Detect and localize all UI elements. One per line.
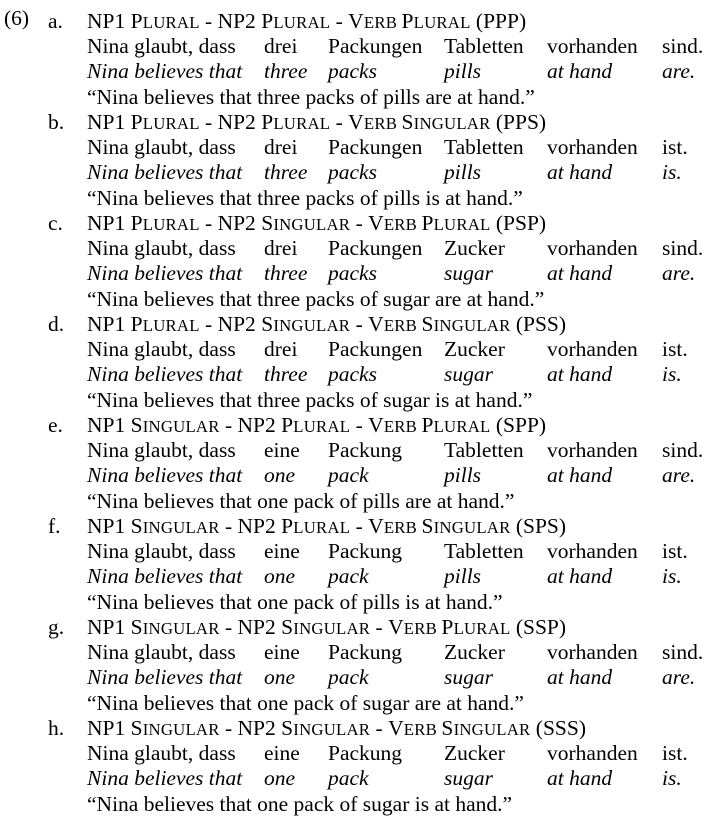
np2-number: PLURAL (261, 9, 331, 33)
condition-code: (PSS) (510, 312, 567, 336)
example-number: (6) (4, 6, 30, 30)
gloss-word: at hand (547, 59, 613, 83)
condition-header (87, 109, 546, 137)
translation: “Nina believes that one pack of sugar is at hand.” (87, 792, 513, 816)
condition-header (87, 8, 526, 36)
condition-header (87, 311, 566, 339)
np1-label: NP1 (87, 716, 131, 740)
gloss-word: Packungen (328, 135, 423, 159)
gloss-word: Nina glaubt, dass (87, 236, 236, 260)
gloss-word: one (264, 766, 296, 790)
np2-number: PLURAL (281, 514, 351, 538)
separator: - (370, 615, 389, 639)
gloss-word: Packung (328, 741, 403, 765)
gloss-word: Nina believes that (87, 766, 243, 790)
gloss-word: vorhanden (547, 236, 638, 260)
condition-code: (PSP) (490, 211, 547, 235)
verb-number: SINGULAR (421, 312, 511, 336)
verb-label: VERB (368, 514, 418, 538)
separator: - (350, 312, 369, 336)
condition-code: (SSP) (510, 615, 567, 639)
np2-label: NP2 (237, 413, 282, 437)
translation: “Nina believes that three packs of sugar is at hand.” (87, 388, 533, 412)
gloss-word: are. (662, 59, 696, 83)
gloss-word: is. (662, 766, 682, 790)
gloss-word: are. (662, 463, 696, 487)
separator: - (219, 716, 238, 740)
separator: - (199, 110, 218, 134)
gloss-word: Tabletten (444, 539, 524, 563)
gloss-word: sugar (444, 665, 493, 689)
verb-label: VERB (368, 211, 418, 235)
verb-number: SINGULAR (421, 514, 511, 538)
item-letter: e. (48, 413, 63, 437)
gloss-word: one (264, 564, 296, 588)
verb-number: PLURAL (441, 615, 511, 639)
verb-label: VERB (388, 615, 437, 639)
gloss-word: one (264, 463, 296, 487)
gloss-word: Packungen (328, 34, 423, 58)
gloss-word: are. (662, 665, 696, 689)
condition-code: (PPS) (490, 110, 547, 134)
condition-code: (SSS) (530, 716, 586, 740)
gloss-word: Nina glaubt, dass (87, 741, 236, 765)
np1-label: NP1 (87, 514, 131, 538)
np1-number: PLURAL (130, 312, 200, 336)
gloss-word: is. (662, 564, 682, 588)
np2-label: NP2 (217, 312, 262, 336)
gloss-word: Zucker (444, 236, 505, 260)
gloss-word: eine (264, 539, 300, 563)
item-letter: h. (48, 716, 65, 740)
np1-number: SINGULAR (130, 716, 220, 740)
np2-number: PLURAL (261, 110, 331, 134)
separator: - (219, 514, 238, 538)
np1-number: PLURAL (130, 110, 200, 134)
gloss-word: Packung (328, 539, 403, 563)
gloss-word: pack (328, 665, 369, 689)
gloss-word: pack (328, 463, 369, 487)
condition-code: (SPP) (490, 413, 547, 437)
verb-label: VERB (348, 110, 398, 134)
condition-header (87, 210, 546, 238)
gloss-word: drei (264, 34, 298, 58)
gloss-word: Tabletten (444, 438, 524, 462)
example-item (0, 513, 710, 614)
gloss-word: drei (264, 236, 298, 260)
gloss-word: Tabletten (444, 135, 524, 159)
gloss-word: vorhanden (547, 135, 638, 159)
gloss-word: at hand (547, 564, 613, 588)
gloss-word: Zucker (444, 741, 505, 765)
gloss-word: Nina believes that (87, 59, 243, 83)
verb-number: SINGULAR (401, 110, 491, 134)
translation: “Nina believes that three packs of pills is at hand.” (87, 186, 523, 210)
gloss-word: pack (328, 564, 369, 588)
gloss-word: three (264, 59, 308, 83)
gloss-word: ist. (662, 337, 688, 361)
gloss-word: Zucker (444, 640, 505, 664)
gloss-word: Packung (328, 640, 403, 664)
gloss-word: at hand (547, 463, 613, 487)
condition-code: (SPS) (510, 514, 567, 538)
gloss-word: Nina glaubt, dass (87, 135, 236, 159)
gloss-word: drei (264, 135, 298, 159)
gloss-word: is. (662, 160, 682, 184)
np1-number: SINGULAR (130, 413, 220, 437)
verb-number: PLURAL (421, 211, 491, 235)
gloss-word: at hand (547, 362, 613, 386)
np2-number: SINGULAR (261, 312, 351, 336)
verb-number: SINGULAR (441, 716, 531, 740)
gloss-word: Nina glaubt, dass (87, 337, 236, 361)
separator: - (199, 9, 218, 33)
gloss-word: vorhanden (547, 741, 638, 765)
gloss-word: pills (444, 463, 482, 487)
verb-label: VERB (368, 413, 418, 437)
gloss-word: vorhanden (547, 539, 638, 563)
gloss-word: three (264, 160, 308, 184)
gloss-word: vorhanden (547, 438, 638, 462)
np2-label: NP2 (237, 514, 282, 538)
condition-header (87, 513, 566, 541)
gloss-word: sind. (662, 34, 704, 58)
translation: “Nina believes that one pack of pills are at hand.” (87, 489, 515, 513)
gloss-word: ist. (662, 135, 688, 159)
np1-label: NP1 (87, 9, 131, 33)
gloss-word: Nina believes that (87, 160, 243, 184)
gloss-word: one (264, 665, 296, 689)
translation: “Nina believes that one pack of pills is at hand.” (87, 590, 503, 614)
np2-number: SINGULAR (281, 716, 371, 740)
separator: - (370, 716, 389, 740)
gloss-word: Nina believes that (87, 665, 243, 689)
gloss-word: at hand (547, 766, 613, 790)
gloss-word: Packungen (328, 337, 423, 361)
gloss-word: at hand (547, 665, 613, 689)
gloss-word: pills (444, 59, 482, 83)
np1-label: NP1 (87, 211, 131, 235)
gloss-word: ist. (662, 741, 688, 765)
gloss-word: packs (328, 59, 377, 83)
separator: - (330, 110, 349, 134)
condition-code: (PPP) (470, 9, 527, 33)
translation: “Nina believes that three packs of pills are at hand.” (87, 85, 535, 109)
gloss-word: eine (264, 438, 300, 462)
translation: “Nina believes that three packs of sugar are at hand.” (87, 287, 545, 311)
gloss-word: Nina believes that (87, 564, 243, 588)
example-item (0, 8, 710, 109)
np2-label: NP2 (217, 211, 262, 235)
item-letter: f. (48, 514, 61, 538)
example-item (0, 715, 710, 816)
separator: - (350, 413, 369, 437)
np1-number: SINGULAR (130, 514, 220, 538)
verb-label: VERB (388, 716, 437, 740)
verb-number: PLURAL (421, 413, 491, 437)
gloss-word: vorhanden (547, 337, 638, 361)
np2-label: NP2 (237, 615, 282, 639)
gloss-word: sugar (444, 766, 493, 790)
gloss-word: Nina glaubt, dass (87, 34, 236, 58)
np2-number: SINGULAR (281, 615, 371, 639)
item-letter: c. (48, 211, 63, 235)
gloss-word: sind. (662, 640, 704, 664)
gloss-word: pills (444, 564, 482, 588)
np2-label: NP2 (217, 110, 262, 134)
separator: - (219, 413, 238, 437)
np1-label: NP1 (87, 413, 131, 437)
gloss-word: vorhanden (547, 34, 638, 58)
np1-number: PLURAL (130, 9, 200, 33)
np2-label: NP2 (237, 716, 282, 740)
gloss-word: pills (444, 160, 482, 184)
gloss-word: Packungen (328, 236, 423, 260)
condition-header (87, 614, 566, 642)
gloss-word: at hand (547, 160, 613, 184)
item-letter: a. (48, 9, 63, 33)
separator: - (199, 312, 218, 336)
gloss-word: sind. (662, 438, 704, 462)
gloss-word: Packung (328, 438, 403, 462)
gloss-word: sugar (444, 362, 493, 386)
gloss-word: eine (264, 640, 300, 664)
separator: - (219, 615, 238, 639)
gloss-word: Nina believes that (87, 362, 243, 386)
gloss-word: Nina glaubt, dass (87, 640, 236, 664)
np2-number: PLURAL (281, 413, 351, 437)
gloss-word: three (264, 362, 308, 386)
gloss-word: is. (662, 362, 682, 386)
np2-label: NP2 (217, 9, 262, 33)
gloss-word: drei (264, 337, 298, 361)
np1-label: NP1 (87, 615, 131, 639)
gloss-word: sind. (662, 236, 704, 260)
gloss-word: Nina glaubt, dass (87, 539, 236, 563)
example-item (0, 412, 710, 513)
gloss-word: packs (328, 160, 377, 184)
item-letter: b. (48, 110, 65, 134)
gloss-word: are. (662, 261, 696, 285)
np1-number: PLURAL (130, 211, 200, 235)
separator: - (350, 211, 369, 235)
verb-number: PLURAL (401, 9, 471, 33)
gloss-word: sugar (444, 261, 493, 285)
gloss-word: ist. (662, 539, 688, 563)
gloss-word: vorhanden (547, 640, 638, 664)
gloss-word: pack (328, 766, 369, 790)
gloss-word: Zucker (444, 337, 505, 361)
gloss-word: at hand (547, 261, 613, 285)
gloss-word: packs (328, 362, 377, 386)
gloss-word: Nina glaubt, dass (87, 438, 236, 462)
separator: - (199, 211, 218, 235)
example-item (0, 311, 710, 412)
separator: - (330, 9, 349, 33)
np1-number: SINGULAR (130, 615, 220, 639)
np1-label: NP1 (87, 312, 131, 336)
np2-number: SINGULAR (261, 211, 351, 235)
condition-header (87, 412, 546, 440)
gloss-word: Tabletten (444, 34, 524, 58)
separator: - (350, 514, 369, 538)
translation: “Nina believes that one pack of sugar are at hand.” (87, 691, 524, 715)
np1-label: NP1 (87, 110, 131, 134)
gloss-word: Nina believes that (87, 463, 243, 487)
example-item (0, 109, 710, 210)
example-item (0, 210, 710, 311)
item-letter: g. (48, 615, 65, 639)
gloss-word: Nina believes that (87, 261, 243, 285)
verb-label: VERB (368, 312, 418, 336)
gloss-word: packs (328, 261, 377, 285)
condition-header (87, 715, 586, 743)
item-letter: d. (48, 312, 65, 336)
gloss-word: eine (264, 741, 300, 765)
verb-label: VERB (348, 9, 398, 33)
gloss-word: three (264, 261, 308, 285)
example-item (0, 614, 710, 715)
